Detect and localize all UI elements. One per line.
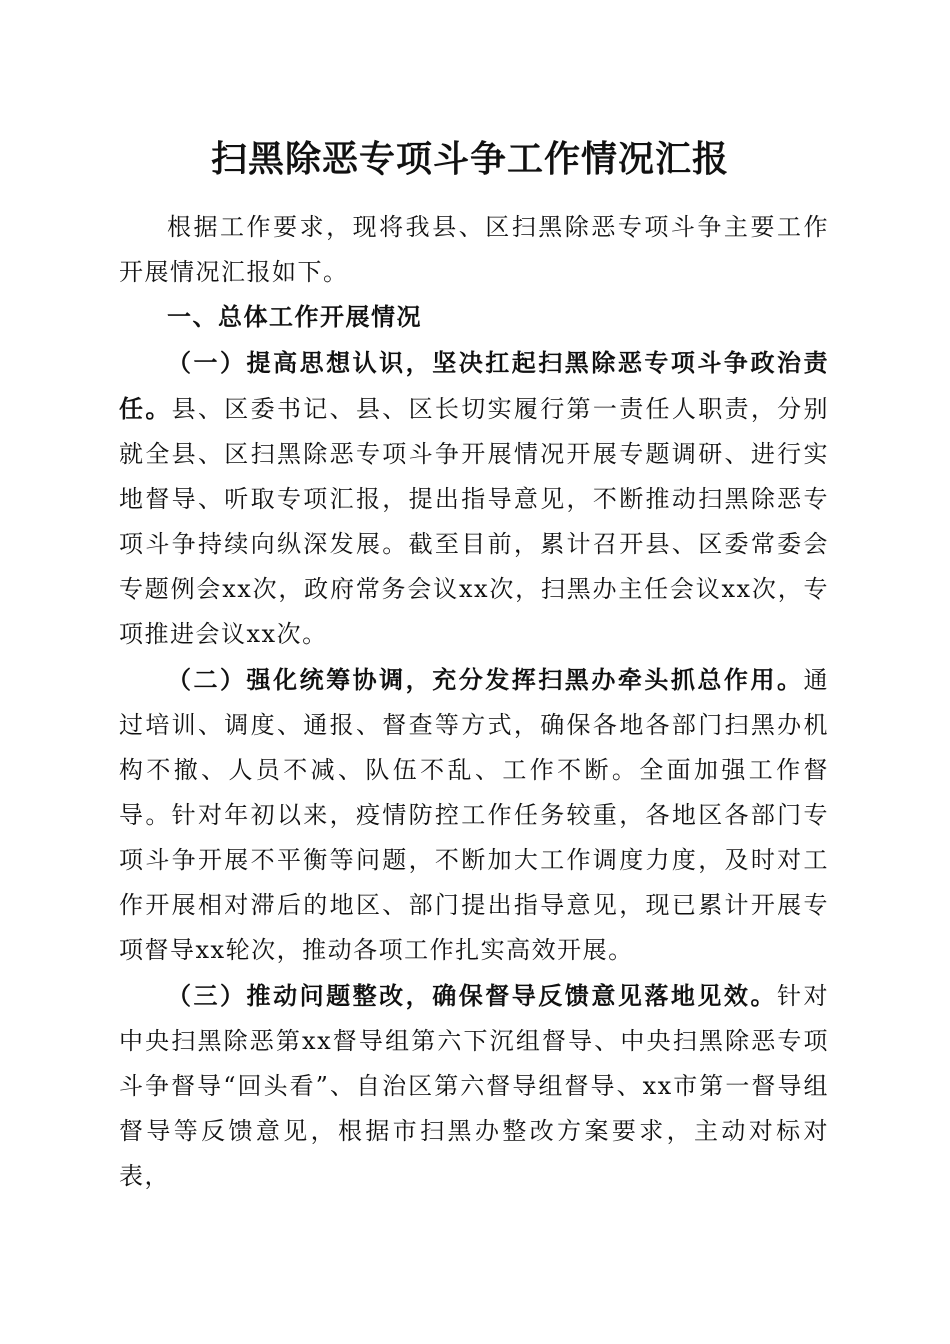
- paragraph-3-body: 针对中央扫黑除恶第xx督导组第六下沉组督导、中央扫黑除恶专项斗争督导“回头看”、自治区第六督导组督导、xx市第一督导组督导等反馈意见，根据市扫黑办整改方案要求，主动对标对表，: [119, 982, 830, 1190]
- paragraph-2-body: 通过培训、调度、通报、督查等方式，确保各地各部门扫黑办机构不撤、人员不减、队伍不乱、工作不断。全面加强工作督导。针对年初以来，疫情防控工作任务较重，各地区各部门专项斗争开展不平衡等问题，不断加大工作调度力度，及时对工作开展相对滞后的地区、部门提出指导意见，现已累计开展专项督导xx轮次，推动各项工作扎实高效开展。: [119, 666, 829, 964]
- intro-paragraph: 根据工作要求，现将我县、区扫黑除恶专项斗争主要工作开展情况汇报如下。: [119, 213, 829, 286]
- paragraph-1-body: 县、区委书记、县、区长切实履行第一责任人职责，分别就全县、区扫黑除恶专项斗争开展情况开展专题调研、进行实地督导、听取专项汇报，提出指导意见，不断推动扫黑除恶专项斗争持续向纵深发展。截至目前，累计召开县、区委常委会专题例会xx次，政府常务会议xx次，扫黑办主任会议xx次，专项推进会议xx次。: [119, 395, 830, 648]
- paragraph-2-lead: （二）强化统筹协调，充分发挥扫黑办牵头抓总作用。: [167, 665, 804, 694]
- paragraph-2: [119, 657, 829, 973]
- document-body: [119, 205, 829, 1199]
- document-title: 扫黑除恶专项斗争工作情况汇报: [210, 138, 729, 180]
- paragraph-1: [119, 340, 829, 657]
- paragraph-1-lead: （一）提高思想认识，坚决扛起扫黑除恶专项斗争政治责任。: [119, 348, 829, 423]
- paragraph-3: [119, 973, 829, 1199]
- paragraph-3-lead: （三）推动问题整改，确保督导反馈意见落地见效。: [167, 981, 777, 1010]
- section-heading: 一、总体工作开展情况: [167, 303, 422, 331]
